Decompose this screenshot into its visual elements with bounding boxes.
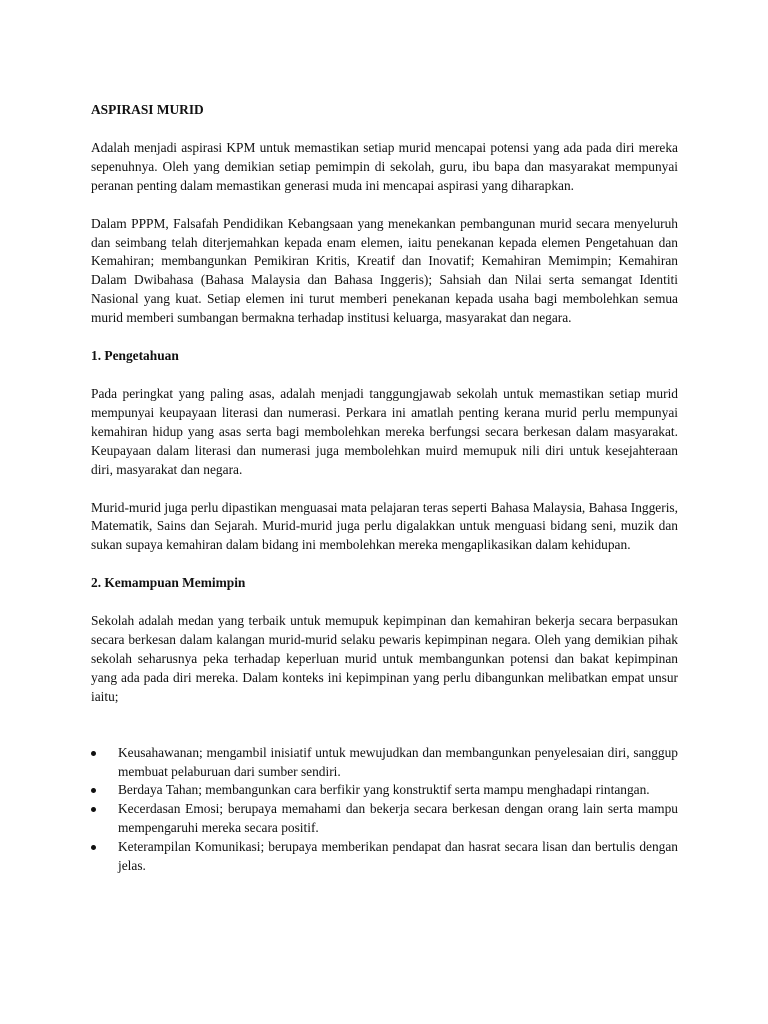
intro-paragraph-1: Adalah menjadi aspirasi KPM untuk memastikan setiap murid mencapai potensi yang ada pada diri mereka sepenuhnya. Oleh yang demikian setiap pemimpin di sekolah, guru, ibu bapa dan masyarakat mempunyai peranan penting dalam memastikan generasi muda ini mencapai aspirasi yang diharapkan. <box>91 139 678 193</box>
document-page <box>91 101 678 876</box>
section-heading-pengetahuan: 1. Pengetahuan <box>91 348 179 364</box>
bullet-icon <box>91 751 96 756</box>
bullet-icon <box>91 788 96 793</box>
list-item-text: Berdaya Tahan; membangunkan cara berfikir yang konstruktif serta mampu menghadapi rintangan. <box>118 782 650 798</box>
list-item <box>91 744 678 782</box>
section-1-paragraph-1: Pada peringkat yang paling asas, adalah menjadi tanggungjawab sekolah untuk memastikan setiap murid mempunyai keupayaan literasi dan numerasi. Perkara ini amatlah penting kerana murid perlu mempunyai kemahiran hidup yang asas serta bagi membolehkan mereka berfungsi secara berkesan dalam masyarakat. Keupayaan dalam literasi dan numerasi juga membolehkan muird memupuk nili diri untuk kesejahteraan diri, masyarakat dan negara. <box>91 385 678 477</box>
section-1-paragraph-2: Murid-murid juga perlu dipastikan menguasai mata pelajaran teras seperti Bahasa Malaysia, Bahasa Inggeris, Matematik, Sains dan Sejarah. Murid-murid juga perlu digalakkan untuk menguasi bidang seni, muzik dan sukan supaya kemahiran dalam bidang ini membolehkan mereka mengaplikasikan dalam kehidupan. <box>91 499 678 553</box>
list-item-text: Keterampilan Komunikasi; berupaya memberikan pendapat dan hasrat secara lisan dan bertulis dengan jelas. <box>118 839 678 874</box>
bullet-icon <box>91 807 96 812</box>
list-item <box>91 781 678 800</box>
section-heading-kemampuan-memimpin: 2. Kemampuan Memimpin <box>91 575 246 591</box>
document-title: ASPIRASI MURID <box>91 102 204 117</box>
list-item-text: Kecerdasan Emosi; berupaya memahami dan bekerja secara berkesan dengan orang lain serta mampu mempengaruhi mereka secara positif. <box>118 801 678 836</box>
bullet-icon <box>91 845 96 850</box>
section-2-paragraph-1: Sekolah adalah medan yang terbaik untuk memupuk kepimpinan dan kemahiran bekerja secara berpasukan secara berkesan dalam kalangan murid-murid selaku pewaris kepimpinan negara. Oleh yang demikian pihak sekolah seharusnya peka terhadap keperluan murid untuk membangunkan potensi dan bakat kepimpinan yang ada pada diri mereka. Dalam konteks ini kepimpinan yang perlu dibangunkan melibatkan empat unsur iaitu; <box>91 613 678 704</box>
list-item <box>91 838 678 876</box>
list-item <box>91 800 678 838</box>
intro-paragraph-2: Dalam PPPM, Falsafah Pendidikan Kebangsaan yang menekankan pembangunan murid secara menyeluruh dan seimbang telah diterjemahkan kepada enam elemen, iaitu penekanan kepada elemen Pengetahuan dan Kemahiran; membangunkan Pemikiran Kritis, Kreatif dan Inovatif; Kemahiran Memimpin; Kemahiran Dalam Dwibahasa (Bahasa Malaysia dan Bahasa Inggeris); Sahsiah dan Nilai serta semangat Identiti Nasional yang kuat. Setiap elemen ini turut memberi penekanan kepada usaha bagi membolehkan semua murid memberi sumbangan bermakna terhadap institusi keluarga, masyarakat dan negara. <box>91 215 678 326</box>
list-item-text: Keusahawanan; mengambil inisiatif untuk mewujudkan dan membangunkan penyelesaian diri, sanggup membuat pelaburuan dari sumber sendiri. <box>118 744 678 779</box>
leadership-elements-list <box>91 744 678 876</box>
